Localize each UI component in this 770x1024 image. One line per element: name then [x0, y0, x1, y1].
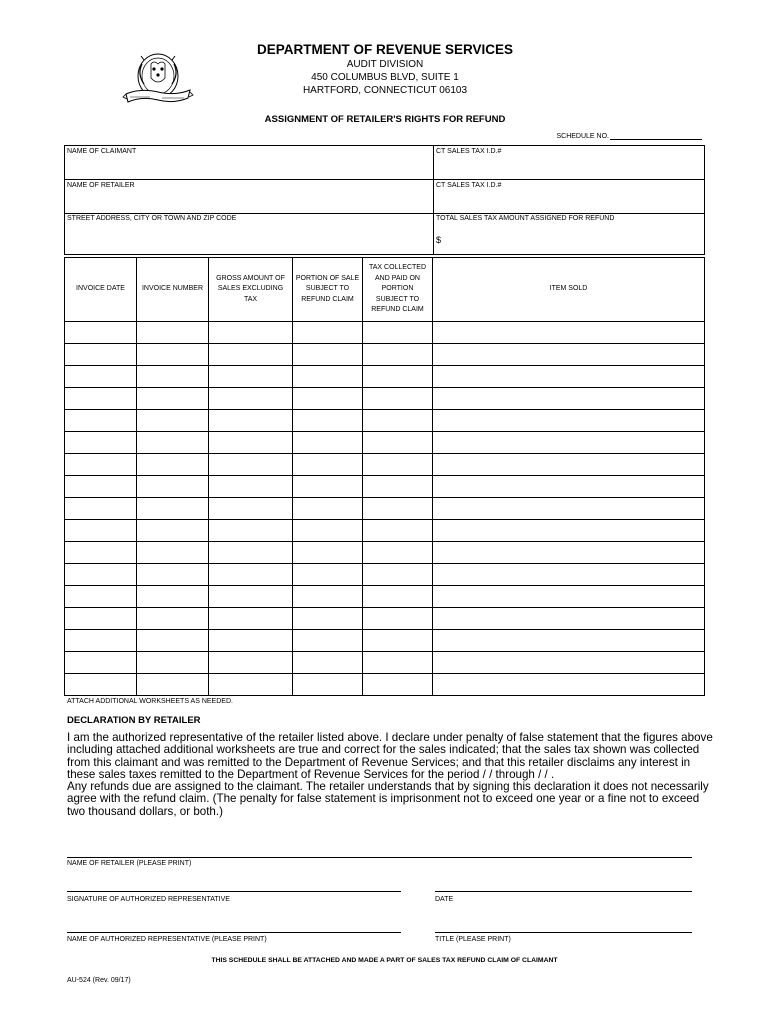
table-cell[interactable]	[433, 410, 705, 432]
table-row	[65, 344, 705, 366]
table-cell[interactable]	[137, 630, 209, 652]
table-cell[interactable]	[209, 520, 293, 542]
table-cell[interactable]	[209, 498, 293, 520]
table-cell[interactable]	[65, 322, 137, 344]
column-header-line: SUBJECT TO	[375, 295, 420, 303]
table-cell[interactable]	[209, 322, 293, 344]
table-cell[interactable]	[209, 454, 293, 476]
info-divider	[433, 146, 434, 254]
attach-note: ATTACH ADDITIONAL WORKSHEETS AS NEEDED.	[67, 698, 233, 705]
table-cell[interactable]	[433, 432, 705, 454]
table-cell[interactable]	[137, 674, 209, 696]
table-row	[65, 630, 705, 652]
column-header-line: REFUND CLAIM	[371, 306, 424, 314]
table-cell[interactable]	[65, 542, 137, 564]
table-cell[interactable]	[363, 366, 433, 388]
form-number: AU-524 (Rev. 09/17)	[67, 977, 131, 984]
retailer-address-field[interactable]: STREET ADDRESS, CITY OR TOWN AND ZIP CODE	[67, 215, 237, 222]
column-header-line: PORTION OF SALE	[295, 274, 360, 282]
table-cell[interactable]	[65, 366, 137, 388]
table-row	[65, 608, 705, 630]
table-cell[interactable]	[293, 564, 363, 586]
table-cell[interactable]	[209, 674, 293, 696]
declaration-line: from this claimant and was remitted to the Department of Revenue Services; and that this retailer disclaims any interest in	[67, 755, 691, 769]
column-header	[209, 258, 293, 322]
retailer-tax-id-field[interactable]: CT SALES TAX I.D.#	[436, 182, 502, 189]
table-cell[interactable]	[65, 454, 137, 476]
table-cell[interactable]	[65, 388, 137, 410]
table-cell[interactable]	[363, 344, 433, 366]
claimant-row	[65, 146, 704, 180]
table-cell[interactable]	[363, 520, 433, 542]
table-row	[65, 322, 705, 344]
table-cell[interactable]	[209, 344, 293, 366]
table-cell[interactable]	[433, 454, 705, 476]
table-cell[interactable]	[433, 652, 705, 674]
table-cell[interactable]	[65, 432, 137, 454]
table-row	[65, 410, 705, 432]
schedule-number	[420, 132, 702, 140]
table-cell[interactable]	[209, 608, 293, 630]
declaration-line: agree with the refund claim. (The penalty for false statement is imprisonment not to exceed one year or a fine not to exceed	[67, 792, 700, 806]
table-cell[interactable]	[433, 564, 705, 586]
column-header	[65, 258, 137, 322]
table-cell[interactable]	[65, 476, 137, 498]
table-cell[interactable]	[65, 410, 137, 432]
title-label: TITLE (PLEASE PRINT)	[435, 936, 511, 943]
retailer-name-field[interactable]: NAME OF RETAILER	[67, 182, 135, 189]
retailer-name-print-label: NAME OF RETAILER (PLEASE PRINT)	[67, 860, 192, 867]
declaration-line: two thousand dollars, or both.)	[67, 804, 223, 818]
table-cell[interactable]	[209, 366, 293, 388]
column-header-line: SALES EXCLUDING	[217, 285, 284, 293]
invoice-table	[64, 257, 705, 696]
table-cell[interactable]	[209, 652, 293, 674]
declaration-heading: DECLARATION BY RETAILER	[67, 715, 201, 726]
table-cell[interactable]	[65, 498, 137, 520]
table-cell[interactable]	[363, 564, 433, 586]
table-cell[interactable]	[65, 608, 137, 630]
table-header-row	[65, 258, 705, 322]
table-cell[interactable]	[293, 498, 363, 520]
table-row	[65, 586, 705, 608]
column-header	[293, 258, 363, 322]
table-row	[65, 388, 705, 410]
table-cell[interactable]	[137, 542, 209, 564]
table-cell[interactable]	[293, 454, 363, 476]
column-header	[363, 258, 433, 322]
table-cell[interactable]	[137, 608, 209, 630]
table-cell[interactable]	[363, 476, 433, 498]
table-cell[interactable]	[433, 366, 705, 388]
table-cell[interactable]	[209, 630, 293, 652]
table-cell[interactable]	[363, 454, 433, 476]
table-cell[interactable]	[137, 388, 209, 410]
table-row	[65, 652, 705, 674]
table-cell[interactable]	[433, 498, 705, 520]
table-row	[65, 432, 705, 454]
schedule-number-field[interactable]	[610, 132, 702, 140]
table-cell[interactable]	[433, 520, 705, 542]
table-cell[interactable]	[209, 476, 293, 498]
ct-state-seal-icon	[122, 50, 194, 112]
signature-label: SIGNATURE OF AUTHORIZED REPRESENTATIVE	[67, 896, 230, 903]
declaration-line: I am the authorized representative of the retailer listed above. I declare under penalty of false statement that the figures above	[67, 731, 713, 744]
table-row	[65, 454, 705, 476]
table-cell[interactable]	[293, 542, 363, 564]
table-cell[interactable]	[293, 520, 363, 542]
declaration-line: including attached additional worksheets are true and correct for the sales indicated; that the sales tax shown was collected	[67, 743, 700, 757]
table-cell[interactable]	[363, 410, 433, 432]
table-cell[interactable]	[137, 454, 209, 476]
retailer-row	[65, 179, 704, 214]
table-cell[interactable]	[137, 344, 209, 366]
table-cell[interactable]	[293, 322, 363, 344]
table-cell[interactable]	[137, 366, 209, 388]
table-cell[interactable]	[137, 564, 209, 586]
table-cell[interactable]	[363, 388, 433, 410]
title-line[interactable]	[435, 932, 692, 933]
table-cell[interactable]	[433, 630, 705, 652]
column-header-line: TAX	[243, 295, 258, 303]
table-cell[interactable]	[209, 432, 293, 454]
table-row	[65, 366, 705, 388]
table-row	[65, 520, 705, 542]
table-cell[interactable]	[293, 432, 363, 454]
table-cell[interactable]	[363, 652, 433, 674]
table-cell[interactable]	[65, 344, 137, 366]
column-header-line: SUBJECT TO	[305, 285, 350, 293]
column-header-line: AND PAID ON	[375, 274, 420, 282]
table-row	[65, 674, 705, 696]
table-cell[interactable]	[433, 388, 705, 410]
table-cell[interactable]	[65, 652, 137, 674]
table-cell[interactable]	[433, 586, 705, 608]
table-cell[interactable]	[293, 586, 363, 608]
division-name: AUDIT DIVISION	[346, 59, 424, 70]
table-cell[interactable]	[363, 432, 433, 454]
table-cell[interactable]	[209, 410, 293, 432]
table-row	[65, 542, 705, 564]
table-cell[interactable]	[293, 344, 363, 366]
table-cell[interactable]	[363, 674, 433, 696]
table-cell[interactable]	[363, 498, 433, 520]
table-cell[interactable]	[137, 498, 209, 520]
column-header-line: PORTION	[381, 285, 414, 293]
retailer-name-line[interactable]	[67, 857, 692, 858]
table-cell[interactable]	[433, 542, 705, 564]
date-label: DATE	[435, 896, 454, 903]
table-row	[65, 498, 705, 520]
table-cell[interactable]	[363, 630, 433, 652]
table-cell[interactable]	[293, 630, 363, 652]
table-cell[interactable]	[137, 520, 209, 542]
table-cell[interactable]	[293, 608, 363, 630]
table-row	[65, 564, 705, 586]
column-header	[137, 258, 209, 322]
table-cell[interactable]	[363, 542, 433, 564]
table-cell[interactable]	[65, 564, 137, 586]
table-row	[65, 476, 705, 498]
table-cell[interactable]	[363, 322, 433, 344]
table-cell[interactable]	[433, 608, 705, 630]
table-cell[interactable]	[209, 388, 293, 410]
table-cell[interactable]	[65, 630, 137, 652]
table-cell[interactable]	[137, 476, 209, 498]
declaration-line: these sales taxes remitted to the Department of Revenue Services for the period / / through / / .	[67, 767, 555, 781]
declaration-text	[67, 731, 713, 818]
table-cell[interactable]	[363, 586, 433, 608]
table-cell[interactable]	[137, 652, 209, 674]
column-header-line: TAX COLLECTED	[368, 264, 427, 272]
table-cell[interactable]	[137, 432, 209, 454]
table-cell[interactable]	[65, 586, 137, 608]
column-header-line: REFUND CLAIM	[301, 295, 354, 303]
table-cell[interactable]	[137, 586, 209, 608]
table-cell[interactable]	[209, 564, 293, 586]
total-refund-amount-field[interactable]: $	[436, 235, 442, 245]
address-line-2: HARTFORD, CONNECTICUT 06103	[302, 85, 468, 96]
department-title: DEPARTMENT OF REVENUE SERVICES	[256, 42, 514, 57]
claimant-tax-id-field[interactable]: CT SALES TAX I.D.#	[436, 148, 502, 155]
party-info-box	[64, 145, 705, 255]
table-cell[interactable]	[433, 674, 705, 696]
table-cell[interactable]	[65, 520, 137, 542]
table-cell[interactable]	[137, 410, 209, 432]
table-cell[interactable]	[293, 476, 363, 498]
claimant-name-field[interactable]: NAME OF CLAIMANT	[67, 148, 137, 155]
column-header-line: GROSS AMOUNT OF	[216, 274, 285, 282]
rep-name-line[interactable]	[67, 932, 401, 933]
column-header-line: ITEM SOLD	[549, 285, 588, 293]
footer-note: THIS SCHEDULE SHALL BE ATTACHED AND MADE A PART OF SALES TAX REFUND CLAIM OF CLAIMANT	[211, 957, 558, 964]
table-cell[interactable]	[293, 366, 363, 388]
table-cell[interactable]	[293, 388, 363, 410]
table-cell[interactable]	[137, 322, 209, 344]
table-cell[interactable]	[209, 586, 293, 608]
table-cell[interactable]	[433, 476, 705, 498]
address-line-1: 450 COLUMBUS BLVD, SUITE 1	[311, 72, 459, 83]
table-cell[interactable]	[209, 542, 293, 564]
schedule-label: SCHEDULE NO.	[556, 133, 609, 140]
table-cell[interactable]	[293, 652, 363, 674]
total-refund-label: TOTAL SALES TAX AMOUNT ASSIGNED FOR REFUND	[436, 215, 615, 222]
column-header	[433, 258, 705, 322]
rep-name-label: NAME OF AUTHORIZED REPRESENTATIVE (PLEASE PRINT)	[67, 936, 267, 943]
column-header-line: INVOICE DATE	[76, 285, 125, 293]
table-cell[interactable]	[433, 322, 705, 344]
declaration-line: Any refunds due are assigned to the claimant. The retailer understands that by signing this declaration it does not necessarily	[67, 780, 709, 794]
table-cell[interactable]	[433, 344, 705, 366]
table-cell[interactable]	[293, 410, 363, 432]
form-title: ASSIGNMENT OF RETAILER'S RIGHTS FOR REFUND	[264, 114, 506, 125]
table-cell[interactable]	[363, 608, 433, 630]
table-cell[interactable]	[293, 674, 363, 696]
column-header-line: INVOICE NUMBER	[141, 285, 204, 293]
signature-line[interactable]	[67, 891, 401, 892]
date-line[interactable]	[435, 891, 692, 892]
table-cell[interactable]	[65, 674, 137, 696]
table-body	[65, 322, 705, 696]
